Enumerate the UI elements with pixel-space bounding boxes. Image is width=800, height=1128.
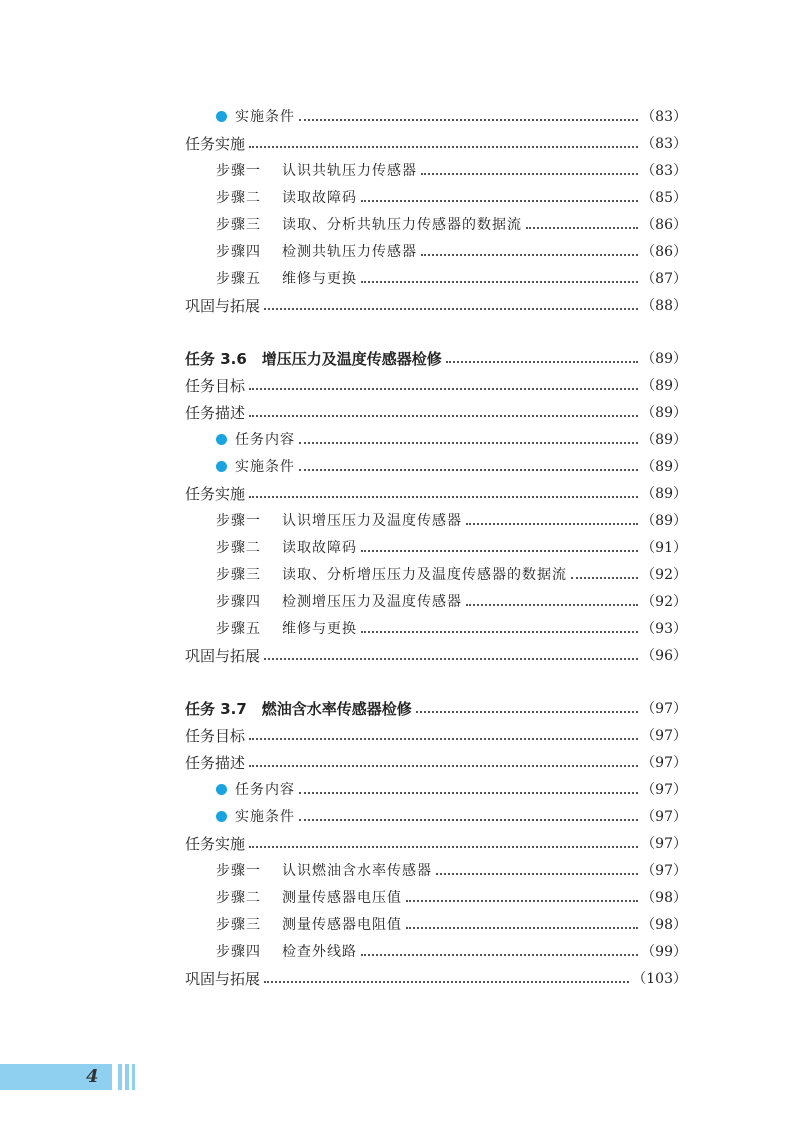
toc-entry-label: 任务描述 (185, 753, 246, 772)
dot-leader (421, 172, 638, 175)
toc-page-number: （89） (641, 486, 687, 502)
toc-entry-label (216, 887, 406, 907)
dot-leader (361, 630, 638, 633)
toc-entry-text: 测量传感器电阻值 (282, 917, 402, 933)
toc-entry-text: 实施条件 (235, 459, 295, 475)
toc-page-number: （83） (641, 163, 687, 179)
dot-leader (249, 737, 638, 740)
toc-page-number: （97） (641, 728, 687, 744)
toc-entry[interactable] (216, 238, 687, 264)
dot-leader (436, 872, 638, 875)
dot-leader (299, 441, 638, 444)
toc-entry-label: 巩固与拓展 (185, 969, 261, 988)
toc-entry-label (216, 806, 299, 826)
step-number: 步骤二 (216, 890, 261, 906)
dot-leader (446, 360, 638, 363)
toc-entry[interactable] (216, 803, 687, 829)
toc-page-number: （83） (641, 136, 687, 152)
toc-page-number: （87） (641, 271, 687, 287)
toc-page-number: （92） (641, 594, 687, 610)
toc-entry[interactable] (216, 265, 687, 291)
toc-page-number: （96） (641, 648, 687, 664)
dot-leader (526, 226, 638, 229)
dot-leader (299, 468, 638, 471)
toc-page-number: （91） (641, 540, 687, 556)
toc-entry[interactable] (185, 372, 687, 398)
toc-entry[interactable] (216, 157, 687, 183)
toc-page-number: （103） (632, 971, 687, 987)
toc-page-number: （98） (641, 917, 687, 933)
dot-leader (406, 926, 638, 929)
toc-entry[interactable] (216, 426, 687, 452)
toc-entry-label: 任务实施 (185, 834, 246, 853)
toc-entry-label (216, 214, 526, 234)
dot-leader (466, 603, 638, 606)
toc-entry[interactable] (216, 938, 687, 964)
toc-entry[interactable] (216, 857, 687, 883)
dot-leader (249, 387, 638, 390)
toc-entry-label (216, 537, 361, 557)
toc-entry-text: 读取、分析增压压力及温度传感器的数据流 (282, 567, 567, 583)
toc-page-number: （86） (641, 217, 687, 233)
toc-entry-text: 读取故障码 (282, 190, 357, 206)
toc-page-number: （92） (641, 567, 687, 583)
toc-entry-label: 任务实施 (185, 134, 246, 153)
toc-entry[interactable] (185, 130, 687, 156)
dot-leader (299, 791, 638, 794)
step-number: 步骤三 (216, 917, 261, 933)
toc-page-number: （98） (641, 890, 687, 906)
toc-page-number: （97） (641, 809, 687, 825)
toc-entry[interactable] (216, 507, 687, 533)
toc-entry[interactable] (216, 561, 687, 587)
toc-entry-label (216, 618, 361, 638)
step-number: 步骤二 (216, 540, 261, 556)
dot-leader (299, 118, 638, 121)
step-number: 步骤五 (216, 271, 261, 287)
toc-entry-text: 读取故障码 (282, 540, 357, 556)
toc-entry[interactable] (216, 211, 687, 237)
step-number: 步骤四 (216, 944, 261, 960)
toc-page-number: （97） (641, 755, 687, 771)
dot-leader (466, 522, 638, 525)
toc-page-number: （89） (641, 513, 687, 529)
step-number: 步骤一 (216, 513, 261, 529)
toc-entry-label (216, 187, 361, 207)
toc-entry-text: 实施条件 (235, 809, 295, 825)
toc-entry-label: 任务描述 (185, 403, 246, 422)
toc-page-number: （89） (641, 432, 687, 448)
toc-page-number: （97） (641, 782, 687, 798)
toc-page-number: （89） (641, 351, 687, 367)
toc-page-number: （85） (641, 190, 687, 206)
toc-page-number: （88） (641, 298, 687, 314)
toc-page-number: （83） (641, 109, 687, 125)
step-number: 步骤一 (216, 163, 261, 179)
toc-entry-label (216, 456, 299, 476)
dot-leader (421, 253, 638, 256)
toc-entry-label (216, 860, 436, 880)
toc-entry-label (216, 429, 299, 449)
toc-page-number: （97） (641, 863, 687, 879)
toc-entry-label (216, 106, 299, 126)
toc-entry-text: 维修与更换 (282, 621, 357, 637)
dot-leader (264, 980, 629, 983)
dot-leader (361, 953, 638, 956)
toc-entry-text: 任务内容 (235, 782, 295, 798)
bullet-icon (216, 461, 227, 472)
toc-entry[interactable] (216, 103, 687, 129)
toc-entry-text: 认识共轨压力传感器 (282, 163, 417, 179)
toc-entry-label (216, 564, 571, 584)
dot-leader (249, 145, 638, 148)
toc-entry-text: 读取、分析共轨压力传感器的数据流 (282, 217, 522, 233)
toc-page-number: （93） (641, 621, 687, 637)
toc-entry[interactable] (185, 695, 687, 721)
footer-stripe (132, 1064, 135, 1090)
step-number: 步骤五 (216, 621, 261, 637)
toc-entry[interactable] (216, 184, 687, 210)
bullet-icon (216, 111, 227, 122)
toc-entry-text: 检测增压压力及温度传感器 (282, 594, 462, 610)
dot-leader (361, 199, 638, 202)
dot-leader (249, 845, 638, 848)
toc-entry[interactable] (216, 911, 687, 937)
toc-page-number: （89） (641, 459, 687, 475)
toc-entry[interactable] (185, 749, 687, 775)
toc-entry-label: 巩固与拓展 (185, 296, 261, 315)
dot-leader (416, 710, 638, 713)
bullet-icon (216, 811, 227, 822)
toc-entry[interactable] (185, 292, 687, 318)
toc-entry[interactable] (185, 345, 687, 371)
step-number: 步骤三 (216, 567, 261, 583)
toc-page-number: （99） (641, 944, 687, 960)
toc-page-number: （97） (641, 836, 687, 852)
bullet-icon (216, 434, 227, 445)
toc-entry[interactable] (216, 453, 687, 479)
dot-leader (361, 549, 638, 552)
toc-entry-text: 认识增压压力及温度传感器 (282, 513, 462, 529)
toc-page-number: （97） (641, 701, 687, 717)
dot-leader (571, 576, 638, 579)
toc-entry-text: 维修与更换 (282, 271, 357, 287)
toc-entry-label (216, 241, 421, 261)
toc-entry-label: 巩固与拓展 (185, 646, 261, 665)
toc-entry[interactable] (216, 615, 687, 641)
toc-entry[interactable] (216, 884, 687, 910)
toc-entry-label (216, 914, 406, 934)
toc-entry-label (216, 510, 466, 530)
toc-entry[interactable] (185, 722, 687, 748)
page-number: 4 (86, 1066, 99, 1087)
dot-leader (264, 307, 638, 310)
bullet-icon (216, 784, 227, 795)
step-number: 步骤三 (216, 217, 261, 233)
dot-leader (249, 414, 638, 417)
dot-leader (406, 899, 638, 902)
toc-entry-label (216, 268, 361, 288)
toc-entry[interactable] (185, 642, 687, 668)
toc-entry-label (216, 779, 299, 799)
toc-entry[interactable] (216, 588, 687, 614)
toc-entry-label (216, 941, 361, 961)
toc-entry[interactable] (216, 776, 687, 802)
toc-entry[interactable] (185, 830, 687, 856)
toc-entry-text: 测量传感器电压值 (282, 890, 402, 906)
toc-entry-text: 检查外线路 (282, 944, 357, 960)
toc-entry[interactable] (185, 399, 687, 425)
footer-stripe (125, 1064, 129, 1090)
toc-entry-label (216, 591, 466, 611)
toc-entry-label: 任务目标 (185, 726, 246, 745)
toc-entry-label: 任务实施 (185, 484, 246, 503)
toc-entry-text: 认识燃油含水率传感器 (282, 863, 432, 879)
toc-entry-label (216, 160, 421, 180)
toc-page-number: （86） (641, 244, 687, 260)
toc-entry-label: 任务目标 (185, 376, 246, 395)
footer-stripe (118, 1064, 122, 1090)
toc-entry[interactable] (185, 965, 687, 991)
toc-entry-text: 实施条件 (235, 109, 295, 125)
toc-entry-text: 任务内容 (235, 432, 295, 448)
toc-entry[interactable] (216, 534, 687, 560)
dot-leader (249, 495, 638, 498)
toc-page-number: （89） (641, 405, 687, 421)
dot-leader (249, 764, 638, 767)
toc-entry[interactable] (185, 480, 687, 506)
dot-leader (299, 818, 638, 821)
dot-leader (264, 657, 638, 660)
toc-entry-label: 任务 3.6 增压压力及温度传感器检修 (185, 349, 442, 368)
toc-page-number: （89） (641, 378, 687, 394)
step-number: 步骤二 (216, 190, 261, 206)
dot-leader (361, 280, 638, 283)
step-number: 步骤四 (216, 594, 261, 610)
toc-entry-text: 检测共轨压力传感器 (282, 244, 417, 260)
toc-entry-label: 任务 3.7 燃油含水率传感器检修 (185, 699, 412, 718)
step-number: 步骤一 (216, 863, 261, 879)
step-number: 步骤四 (216, 244, 261, 260)
